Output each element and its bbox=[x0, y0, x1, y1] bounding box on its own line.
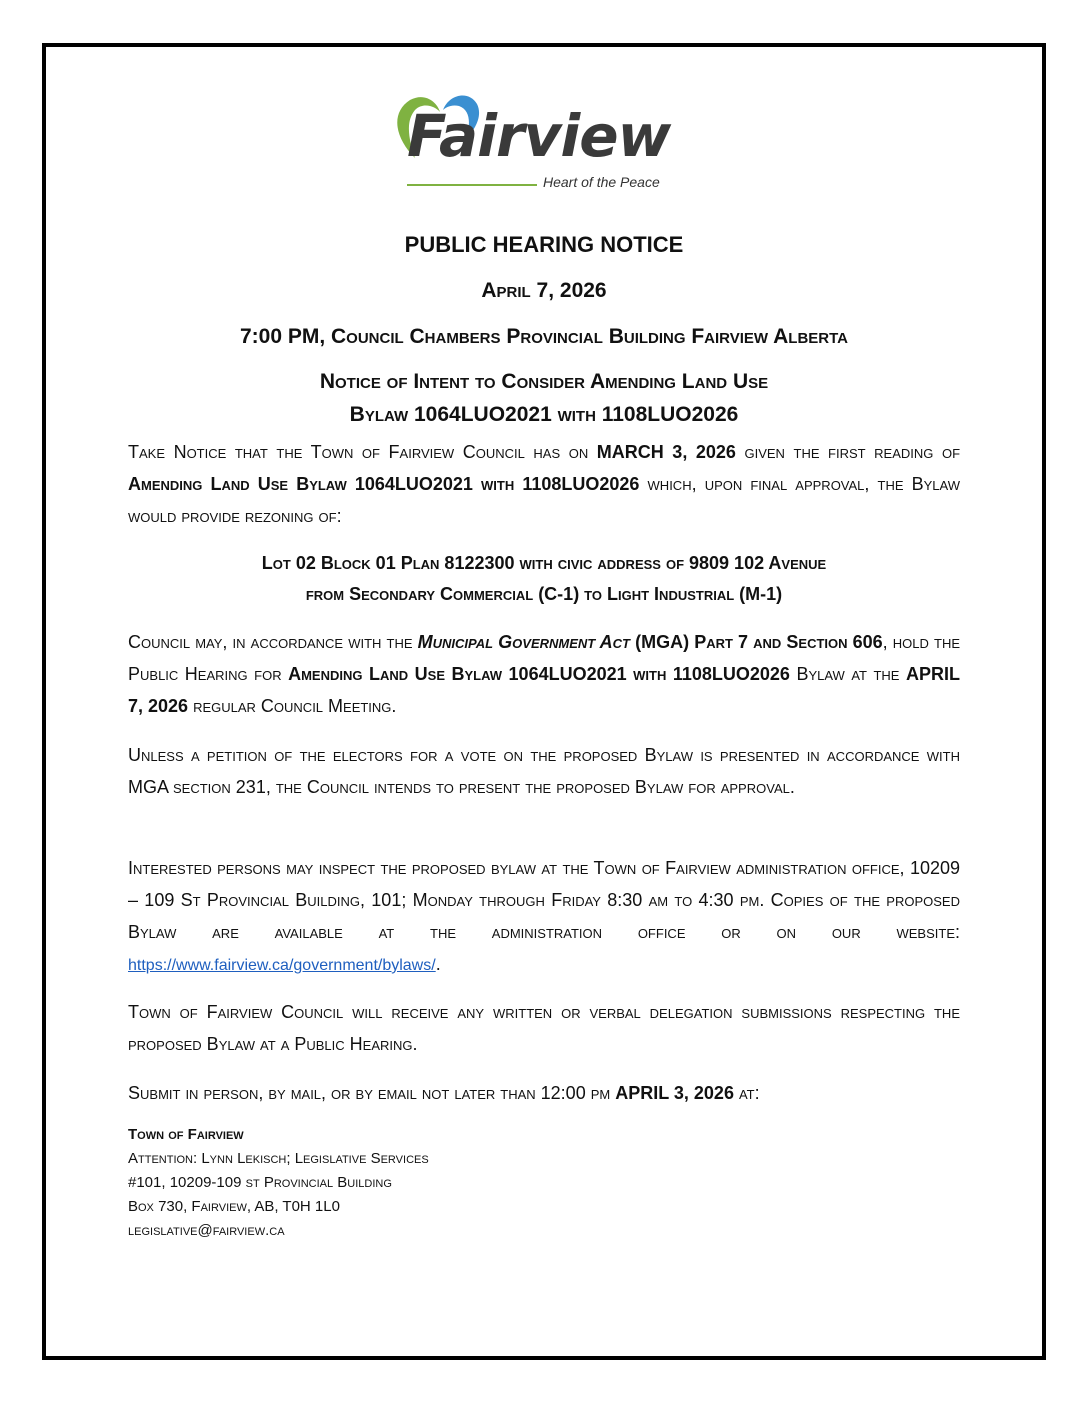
p2-act-name: Municipal Government Act bbox=[417, 632, 630, 652]
p2-text-f: Bylaw at the bbox=[789, 664, 906, 684]
paragraph-inspect bbox=[128, 852, 960, 982]
contact-email[interactable]: legislative@fairview.ca bbox=[128, 1222, 285, 1239]
logo-tagline: Heart of the Peace bbox=[543, 174, 660, 190]
p6-text-a: Submit in person, by mail, or by email not later than 12:00 pm bbox=[128, 1083, 616, 1103]
notice-title: PUBLIC HEARING NOTICE bbox=[404, 232, 684, 257]
p6-deadline-date: APRIL 3, 2026 bbox=[615, 1083, 734, 1103]
logo-tagline-line bbox=[407, 184, 537, 186]
p2-part-section: (MGA) Part 7 and Section 606 bbox=[630, 632, 883, 652]
contact-address1: #101, 10209-109 st Provincial Building bbox=[128, 1174, 392, 1191]
bylaws-website-link[interactable]: https://www.fairview.ca/government/bylaws/ bbox=[128, 957, 436, 974]
rezoning-line1: Lot 02 Block 01 Plan 8122300 with civic address of 9809 102 Avenue bbox=[261, 553, 827, 573]
contact-org: Town of Fairview bbox=[128, 1126, 244, 1143]
p4-text-c: . bbox=[435, 954, 441, 974]
contact-address2: Box 730, Fairview, AB, T0H 1L0 bbox=[128, 1198, 340, 1215]
contact-block bbox=[128, 1123, 429, 1243]
hearing-time-place: 7:00 PM, Council Chambers Provincial Building Fairview Alberta bbox=[239, 325, 849, 348]
paragraph-petition: Unless a petition of the electors for a vote on the proposed Bylaw is presented in accordance with MGA section 231, the Council intends to present the proposed Bylaw for approval. bbox=[128, 745, 960, 797]
paragraph-take-notice bbox=[128, 436, 960, 532]
p1-bylaw-name: Amending Land Use Bylaw 1064LUO2021 with 1108LUO2026 bbox=[128, 474, 640, 494]
paragraph-council-may bbox=[128, 626, 960, 722]
logo-wordmark: Fairview bbox=[407, 102, 671, 170]
p6-text-c: at: bbox=[733, 1083, 760, 1103]
paragraph-submissions: Town of Fairview Council will receive any written or verbal delegation submissions respecting the proposed Bylaw at a Public Hearing. bbox=[128, 1002, 960, 1054]
p2-bylaw-name: Amending Land Use Bylaw 1064LUO2021 with 1108LUO2026 bbox=[288, 664, 790, 684]
p2-text-d: , hold the Public Hearing for bbox=[128, 632, 961, 684]
contact-attention: Attention: Lynn Lekisch; Legislative Services bbox=[128, 1150, 429, 1167]
p1-text-c: given the first reading of bbox=[735, 442, 961, 462]
p1-text-e: which, upon final approval, the Bylaw would provide rezoning of: bbox=[128, 474, 960, 526]
rezoning-line2: from Secondary Commercial (C-1) to Light Industrial (M-1) bbox=[305, 584, 783, 604]
p2-meeting-date: APRIL 7, 2026 bbox=[128, 664, 960, 716]
intent-heading-line2: Bylaw 1064LUO2021 with 1108LUO2026 bbox=[349, 403, 739, 426]
p1-text-a: Take Notice that the Town of Fairview Council has on bbox=[128, 442, 597, 462]
p1-first-reading-date: MARCH 3, 2026 bbox=[596, 442, 736, 462]
p2-text-a: Council may, in accordance with the bbox=[128, 632, 418, 652]
fairview-logo bbox=[385, 88, 705, 198]
p4-text-a: Interested persons may inspect the proposed bylaw at the Town of Fairview administration office, 10209 – 109 St Provincial Building, 101; Monday through Friday 8:30 am to 4:30 pm. Copies of the proposed Bylaw are available at the administration office or on our website: bbox=[128, 858, 960, 942]
paragraph-submit-deadline bbox=[128, 1077, 960, 1109]
intent-heading-line1: Notice of Intent to Consider Amending Land Use bbox=[319, 370, 769, 393]
hearing-date: April 7, 2026 bbox=[481, 279, 607, 302]
p2-text-h: regular Council Meeting. bbox=[188, 696, 397, 716]
